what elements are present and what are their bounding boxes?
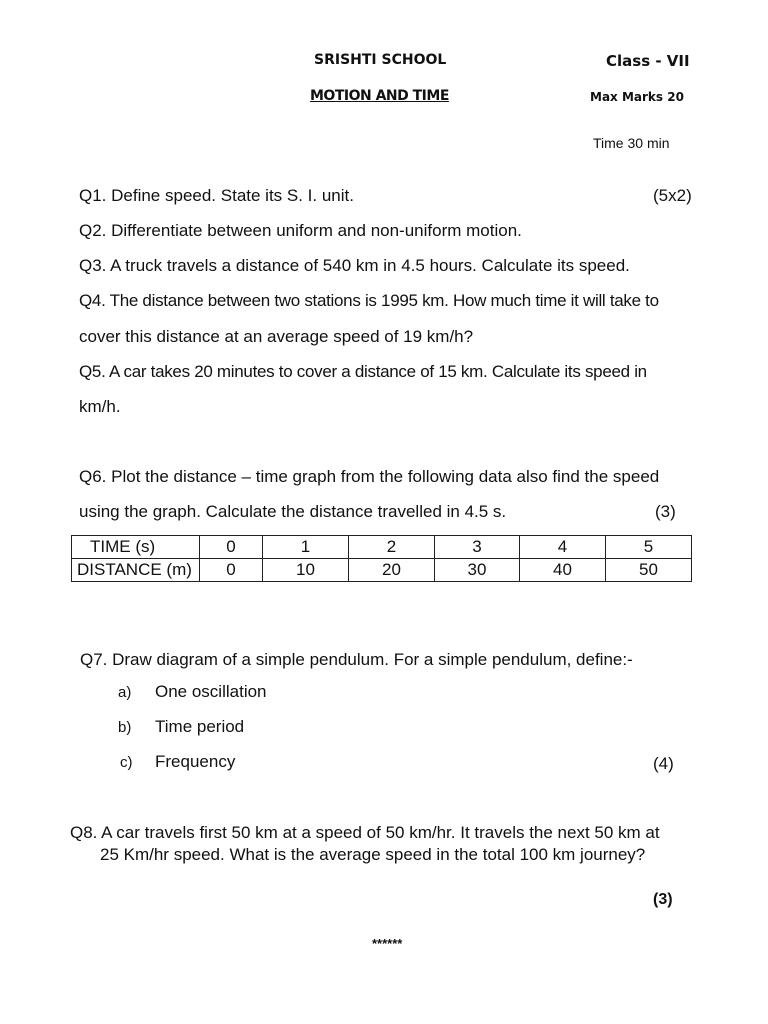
table-cell: 0	[200, 536, 263, 559]
question-8-line-2: 25 Km/hr speed. What is the average speed in the total 100 km journey?	[100, 845, 646, 864]
table-cell: 50	[606, 559, 692, 582]
table-cell: 10	[263, 559, 349, 582]
table-cell: 30	[435, 559, 520, 582]
table-cell: 5	[606, 536, 692, 559]
list-item-text: Time period	[155, 717, 245, 736]
question-5-line-2: km/h.	[79, 397, 121, 416]
time-distance-table	[71, 535, 692, 582]
time-allowed: Time 30 min	[593, 135, 670, 151]
class-label: Class - VII	[606, 52, 690, 70]
list-item-marker: b)	[118, 719, 132, 736]
question-3: Q3. A truck travels a distance of 540 km in 4.5 hours. Calculate its speed.	[79, 256, 630, 275]
table-cell: 4	[520, 536, 606, 559]
question-7: Q7. Draw diagram of a simple pendulum. For a simple pendulum, define:-	[80, 650, 633, 669]
question-1: Q1. Define speed. State its S. I. unit.	[79, 186, 354, 205]
question-6-line-2: using the graph. Calculate the distance travelled in 4.5 s.	[79, 502, 507, 521]
question-6-line-1: Q6. Plot the distance – time graph from the following data also find the speed	[79, 467, 660, 486]
question-8-marks: (3)	[653, 891, 673, 908]
table-cell: 1	[263, 536, 349, 559]
table-cell: 20	[349, 559, 435, 582]
school-name: SRISHTI SCHOOL	[314, 52, 447, 68]
list-item-text: One oscillation	[155, 682, 267, 701]
max-marks: Max Marks 20	[590, 90, 684, 104]
table-row-distance	[72, 559, 692, 582]
question-1-marks: (5x2)	[653, 186, 692, 205]
list-item-marker: c)	[120, 754, 133, 771]
table-cell: 2	[349, 536, 435, 559]
question-7-marks: (4)	[653, 754, 674, 773]
subject-title: MOTION AND TIME	[310, 88, 449, 104]
table-cell: 0	[200, 559, 263, 582]
question-5-line-1: Q5. A car takes 20 minutes to cover a distance of 15 km. Calculate its speed in	[79, 362, 647, 381]
question-4-line-2: cover this distance at an average speed of 19 km/h?	[79, 327, 474, 346]
question-2: Q2. Differentiate between uniform and non-uniform motion.	[79, 221, 522, 240]
list-item-text: Frequency	[155, 752, 236, 771]
question-4-line-1: Q4. The distance between two stations is 1995 km. How much time it will take to	[79, 291, 659, 310]
table-row-label: DISTANCE (m)	[72, 559, 200, 582]
question-8-line-1: Q8. A car travels first 50 km at a speed of 50 km/hr. It travels the next 50 km at	[70, 823, 660, 842]
table-cell: 40	[520, 559, 606, 582]
end-mark: ******	[372, 936, 403, 951]
table-row-label: TIME (s)	[72, 536, 200, 559]
question-6-marks: (3)	[655, 502, 676, 521]
table-row-time	[72, 536, 692, 559]
table-cell: 3	[435, 536, 520, 559]
list-item-marker: a)	[118, 684, 132, 701]
